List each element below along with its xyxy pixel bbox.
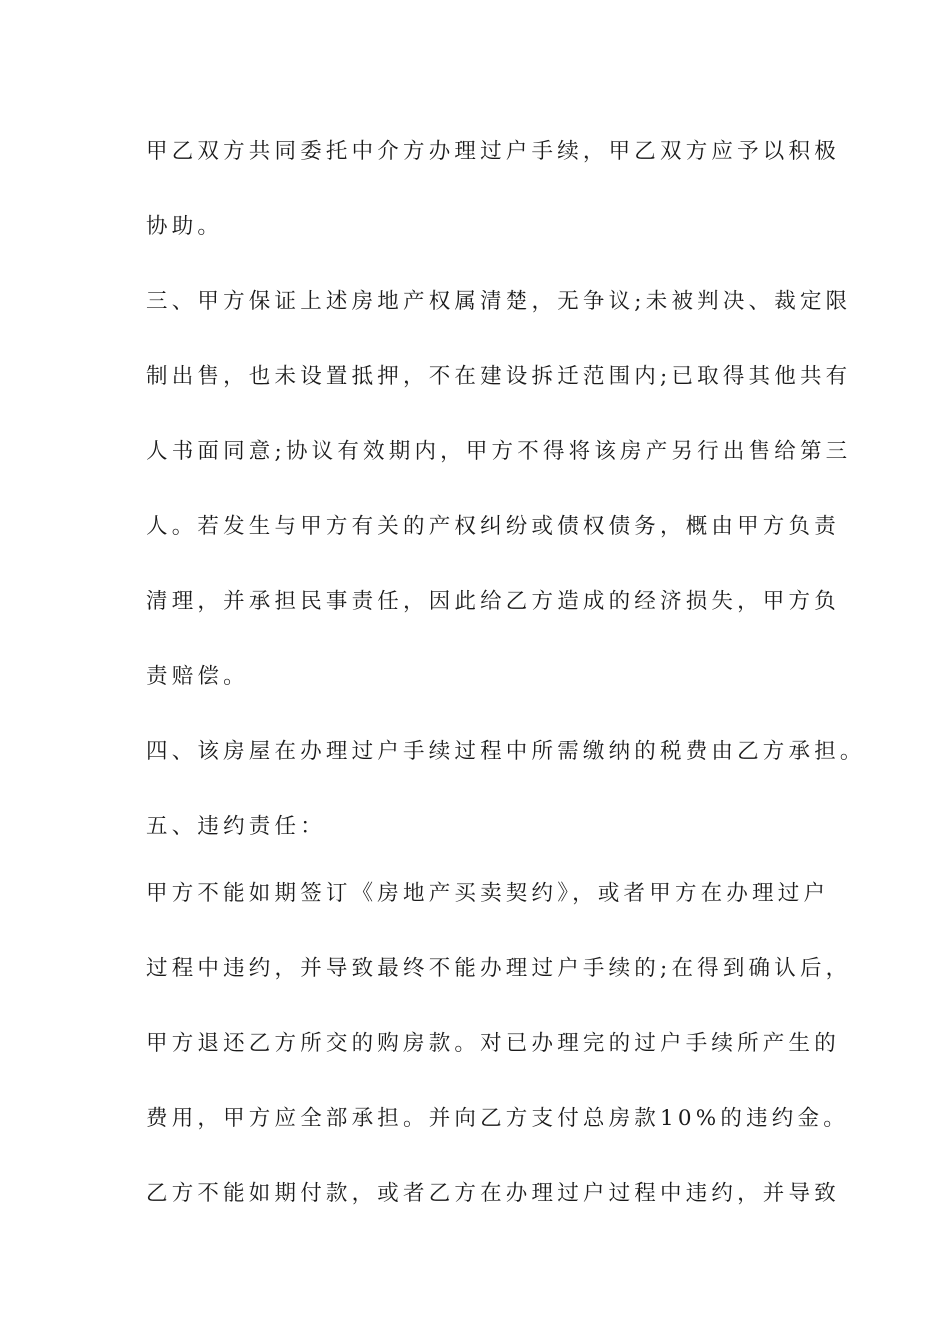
paragraph-line: 甲乙双方共同委托中介方办理过户手续，甲乙双方应予以积极 [146, 139, 840, 164]
paragraph-line: 人书面同意;协议有效期内，甲方不得将该房产另行出售给第三 [146, 439, 852, 464]
paragraph-line: 过程中违约，并导致最终不能办理过户手续的;在得到确认后， [146, 956, 852, 981]
paragraph-line: 清理，并承担民事责任，因此给乙方造成的经济损失，甲方负 [146, 589, 840, 614]
paragraph-line: 四、该房屋在办理过户手续过程中所需缴纳的税费由乙方承担。 [146, 739, 866, 764]
paragraph-line: 人。若发生与甲方有关的产权纠纷或债权债务，概由甲方负责 [146, 514, 840, 539]
paragraph-line: 制出售，也未设置抵押，不在建设拆迁范围内;已取得其他共有 [146, 364, 852, 389]
paragraph-line: 协助。 [146, 214, 224, 239]
paragraph-line: 三、甲方保证上述房地产权属清楚，无争议;未被判决、裁定限 [146, 289, 852, 314]
paragraph-line: 费用，甲方应全部承担。并向乙方支付总房款10%的违约金。 [146, 1106, 849, 1131]
section-heading: 五、违约责任： [146, 814, 326, 839]
paragraph-line: 乙方不能如期付款，或者乙方在办理过户过程中违约，并导致 [146, 1181, 840, 1206]
paragraph-line: 甲方退还乙方所交的购房款。对已办理完的过户手续所产生的 [146, 1031, 840, 1056]
paragraph-line: 责赔偿。 [146, 664, 249, 689]
paragraph-line: 甲方不能如期签订《房地产买卖契约》，或者甲方在办理过户 [146, 881, 830, 906]
